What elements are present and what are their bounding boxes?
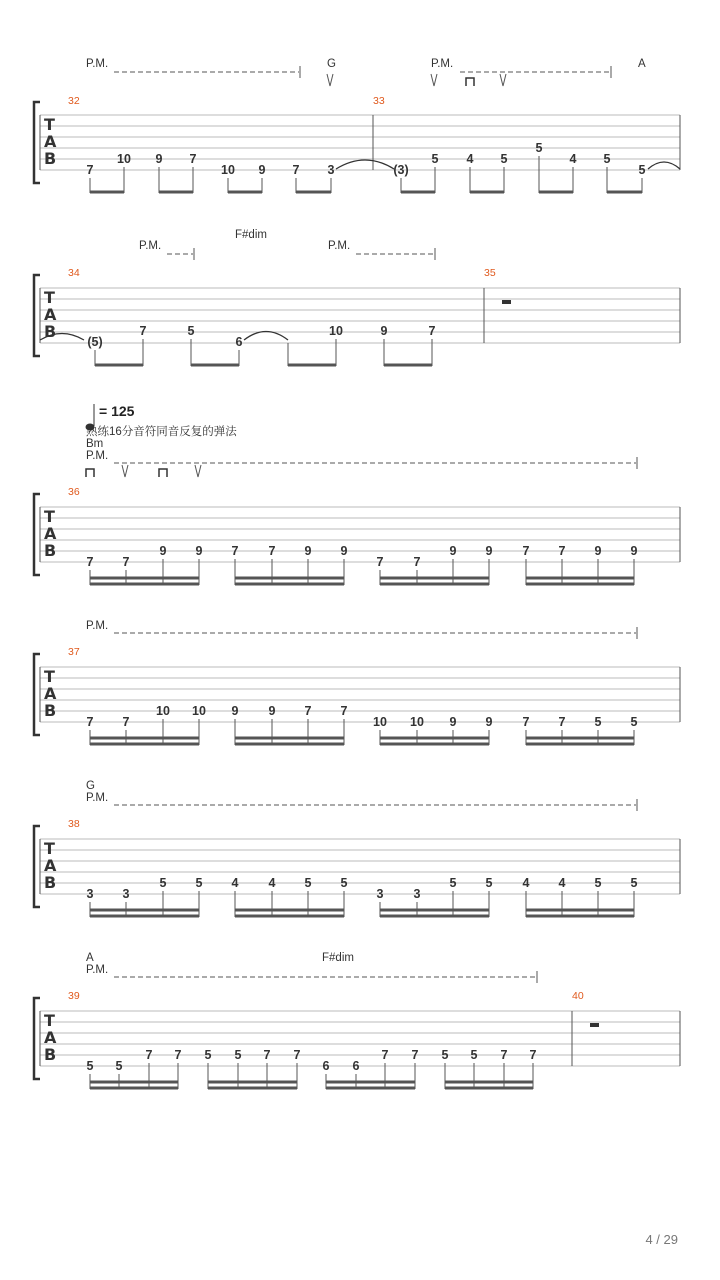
fret-number: 9 xyxy=(485,544,493,558)
fret-number: 5 xyxy=(630,715,638,729)
fret-number: 9 xyxy=(304,544,312,558)
tab-letter-a: A xyxy=(44,1028,57,1047)
tab-letter-t: T xyxy=(44,288,55,307)
fret-number: 5 xyxy=(431,152,439,166)
fret-number: 7 xyxy=(86,555,94,569)
fret-number: 10 xyxy=(117,152,131,166)
bar-number-32: 32 xyxy=(68,95,80,107)
fret-number: 9 xyxy=(258,163,266,177)
tie xyxy=(244,332,288,341)
tie xyxy=(648,162,680,169)
fret-number: 7 xyxy=(413,555,421,569)
tie xyxy=(336,160,394,169)
tab-letter-t: T xyxy=(44,667,55,686)
upstroke-icon xyxy=(431,74,437,86)
fret-number: 3 xyxy=(122,887,130,901)
fret-number: 5 xyxy=(638,163,646,177)
system-brace xyxy=(34,654,40,735)
fret-number: 7 xyxy=(145,1048,153,1062)
tab-letter-t: T xyxy=(44,839,55,858)
note-beams xyxy=(90,910,634,916)
bar-number-40: 40 xyxy=(572,990,584,1002)
fret-number: 10 xyxy=(373,715,387,729)
system-1 xyxy=(34,58,680,193)
fret-number: 9 xyxy=(340,544,348,558)
tab-letter-a: A xyxy=(44,524,57,543)
fret-number: 7 xyxy=(529,1048,537,1062)
fret-number: 5 xyxy=(115,1059,123,1073)
fret-number: 5 xyxy=(630,876,638,890)
tab-letter-b: B xyxy=(44,541,57,560)
fret-number: 4 xyxy=(569,152,577,166)
fret-number: (3) xyxy=(393,163,409,177)
fret-number: 9 xyxy=(380,324,388,338)
tab-letter-a: A xyxy=(44,132,57,151)
note-stems xyxy=(90,719,634,745)
pm-label: P.M. xyxy=(328,240,351,252)
pm-label: P.M. xyxy=(86,792,109,804)
fret-number: 5 xyxy=(470,1048,478,1062)
upstroke-icon xyxy=(327,74,333,86)
fret-number: 5 xyxy=(234,1048,242,1062)
fret-number: 7 xyxy=(381,1048,389,1062)
tab-letter-a: A xyxy=(44,684,57,703)
fret-number: 10 xyxy=(221,163,235,177)
technique-instruction: 熟练16分音符同音反复的弹法 xyxy=(86,426,237,438)
chord-g: G xyxy=(86,780,95,792)
chord-a: A xyxy=(638,58,646,70)
fret-number: 10 xyxy=(192,704,206,718)
system-brace xyxy=(34,102,40,183)
chord-g: G xyxy=(327,58,336,70)
system-brace xyxy=(34,998,40,1079)
fret-number: 7 xyxy=(86,163,94,177)
fret-number: 4 xyxy=(558,876,566,890)
tab-letter-a: A xyxy=(44,856,57,875)
bar-number-38: 38 xyxy=(68,818,80,830)
fret-number: 5 xyxy=(195,876,203,890)
fret-number: 7 xyxy=(411,1048,419,1062)
fret-number: 7 xyxy=(86,715,94,729)
bar-number-36: 36 xyxy=(68,486,80,498)
fret-number: 7 xyxy=(189,152,197,166)
tab-letter-t: T xyxy=(44,507,55,526)
fret-number: 3 xyxy=(376,887,384,901)
upstroke-icon xyxy=(500,74,506,86)
fret-number: 4 xyxy=(231,876,239,890)
downstroke-icon xyxy=(86,469,94,477)
chord-fdim: F#dim xyxy=(235,229,267,241)
fret-number: 10 xyxy=(329,324,343,338)
tab-letter-b: B xyxy=(44,873,57,892)
fret-number: 9 xyxy=(155,152,163,166)
pm-label: P.M. xyxy=(86,450,109,462)
note-stems xyxy=(90,559,634,585)
note-beams xyxy=(90,1082,533,1088)
system-3 xyxy=(34,403,680,585)
fret-number: 9 xyxy=(449,544,457,558)
fret-number: 6 xyxy=(235,335,243,349)
fret-number: 5 xyxy=(441,1048,449,1062)
fret-number: 5 xyxy=(204,1048,212,1062)
tab-letter-t: T xyxy=(44,115,55,134)
chord-a: A xyxy=(86,952,94,964)
fret-number: 7 xyxy=(293,1048,301,1062)
fret-number: 7 xyxy=(174,1048,182,1062)
fret-number: 9 xyxy=(485,715,493,729)
fret-number: 10 xyxy=(410,715,424,729)
upstroke-icon xyxy=(122,465,128,477)
bar-number-37: 37 xyxy=(68,646,80,658)
notes xyxy=(87,704,638,729)
fret-number: 7 xyxy=(122,715,130,729)
fret-number: 5 xyxy=(594,715,602,729)
tab-letter-b: B xyxy=(44,701,57,720)
fret-number: 7 xyxy=(428,324,436,338)
note-beams xyxy=(90,738,634,744)
fret-number: 9 xyxy=(268,704,276,718)
fret-number: 5 xyxy=(535,141,543,155)
system-brace xyxy=(34,275,40,356)
notes xyxy=(87,544,638,569)
fret-number: 9 xyxy=(231,704,239,718)
upstroke-icon xyxy=(195,465,201,477)
whole-rest-icon xyxy=(590,1023,599,1027)
pm-label: P.M. xyxy=(86,620,109,632)
fret-number: 3 xyxy=(327,163,335,177)
tab-staff xyxy=(34,275,680,356)
fret-number: 10 xyxy=(156,704,170,718)
chord-bm: Bm xyxy=(86,438,104,450)
fret-number: 7 xyxy=(122,555,130,569)
fret-number: 7 xyxy=(558,715,566,729)
fret-number: 5 xyxy=(159,876,167,890)
fret-number: 7 xyxy=(304,704,312,718)
pm-label: P.M. xyxy=(431,58,454,70)
downstroke-icon xyxy=(159,469,167,477)
system-brace xyxy=(34,494,40,575)
fret-number: 7 xyxy=(558,544,566,558)
fret-number: 9 xyxy=(594,544,602,558)
note-stems xyxy=(90,891,634,917)
fret-number: 4 xyxy=(268,876,276,890)
bar-number-39: 39 xyxy=(68,990,80,1002)
fret-number: 5 xyxy=(485,876,493,890)
fret-number: 7 xyxy=(139,324,147,338)
fret-number: 5 xyxy=(500,152,508,166)
fret-number: 5 xyxy=(449,876,457,890)
fret-number: 7 xyxy=(522,544,530,558)
pm-label: P.M. xyxy=(139,240,162,252)
pm-label: P.M. xyxy=(86,58,109,70)
tab-letter-a: A xyxy=(44,305,57,324)
fret-number: 6 xyxy=(352,1059,360,1073)
tab-staff xyxy=(34,102,680,183)
fret-number: 4 xyxy=(466,152,474,166)
fret-number: 5 xyxy=(304,876,312,890)
fret-number: 5 xyxy=(340,876,348,890)
pm-label: P.M. xyxy=(86,964,109,976)
fret-number: 6 xyxy=(322,1059,330,1073)
fret-number: 9 xyxy=(630,544,638,558)
fret-number: 9 xyxy=(195,544,203,558)
tab-staff xyxy=(34,654,680,735)
tab-letter-b: B xyxy=(44,322,57,341)
fret-number: 7 xyxy=(263,1048,271,1062)
tab-letter-b: B xyxy=(44,149,57,168)
fret-number: 5 xyxy=(187,324,195,338)
system-2 xyxy=(34,229,680,366)
chord-fdim: F#dim xyxy=(322,952,354,964)
downstroke-icon xyxy=(466,78,474,86)
fret-number: 3 xyxy=(413,887,421,901)
bar-number-35: 35 xyxy=(484,267,496,279)
fret-number: 5 xyxy=(594,876,602,890)
fret-number: 7 xyxy=(500,1048,508,1062)
fret-number: 5 xyxy=(86,1059,94,1073)
fret-number: 7 xyxy=(340,704,348,718)
system-4 xyxy=(34,620,680,745)
bar-number-34: 34 xyxy=(68,267,80,279)
tab-staff xyxy=(34,494,680,575)
fret-number: 5 xyxy=(603,152,611,166)
fret-number: 7 xyxy=(292,163,300,177)
tempo-marking: = 125 xyxy=(99,403,135,419)
system-6 xyxy=(34,952,680,1089)
fret-number: 7 xyxy=(376,555,384,569)
system-brace xyxy=(34,826,40,907)
tab-letter-t: T xyxy=(44,1011,55,1030)
bar-number-33: 33 xyxy=(373,95,385,107)
page-number: 4 / 29 xyxy=(645,1232,678,1247)
notes xyxy=(87,324,435,349)
fret-number: 9 xyxy=(449,715,457,729)
fret-number: 9 xyxy=(159,544,167,558)
fret-number: 7 xyxy=(522,715,530,729)
tab-staff xyxy=(34,826,680,907)
fret-number: 7 xyxy=(231,544,239,558)
whole-rest-icon xyxy=(502,300,511,304)
fret-number: 4 xyxy=(522,876,530,890)
note-stems xyxy=(90,1063,533,1089)
fret-number: 7 xyxy=(268,544,276,558)
notes xyxy=(87,876,638,901)
fret-number: (5) xyxy=(87,335,103,349)
note-beams xyxy=(90,578,634,584)
note-stems xyxy=(90,156,642,193)
notes xyxy=(87,1048,537,1073)
fret-number: 3 xyxy=(86,887,94,901)
system-5 xyxy=(34,780,680,917)
tab-letter-b: B xyxy=(44,1045,57,1064)
